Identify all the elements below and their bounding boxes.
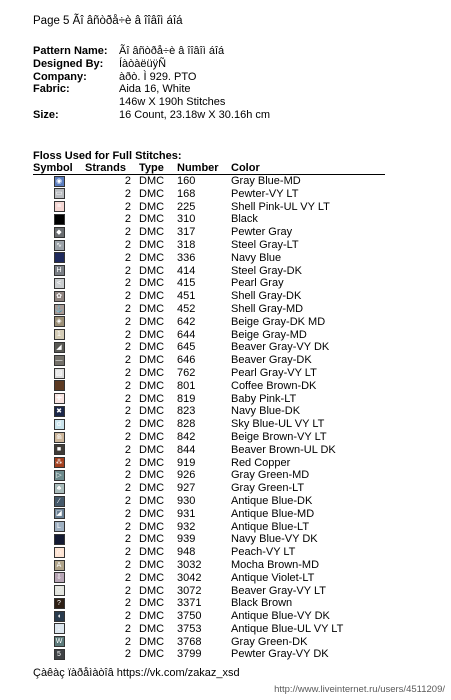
table-row — [33, 239, 385, 252]
floss-symbol-icon: ♣ — [54, 483, 65, 494]
floss-symbol-icon: ∕ — [54, 496, 65, 507]
symbol-cell — [33, 457, 85, 470]
type-cell: DMC — [139, 290, 165, 303]
meta-label: Size: — [33, 108, 59, 121]
type-cell: DMC — [139, 635, 165, 648]
floss-symbol-icon: ∿ — [54, 240, 65, 251]
symbol-cell — [33, 341, 85, 354]
symbol-cell — [33, 239, 85, 252]
number-cell: 3799 — [177, 648, 202, 661]
symbol-cell — [33, 393, 85, 406]
number-cell: 842 — [177, 430, 196, 443]
table-row — [33, 201, 385, 214]
color-name-cell: Navy Blue-VY DK — [231, 533, 318, 546]
type-cell: DMC — [139, 584, 165, 597]
meta-label: Company: — [33, 70, 87, 83]
symbol-cell — [33, 495, 85, 508]
symbol-cell — [33, 623, 85, 636]
number-cell: 3072 — [177, 584, 202, 597]
number-cell: 225 — [177, 200, 196, 213]
number-cell: 932 — [177, 520, 196, 533]
symbol-cell — [33, 431, 85, 444]
floss-symbol-icon: H — [54, 265, 65, 276]
type-cell: DMC — [139, 533, 165, 546]
color-name-cell: Beaver Gray-VY LT — [231, 584, 326, 597]
symbol-cell — [33, 367, 85, 380]
color-name-cell: Shell Pink-UL VY LT — [231, 200, 330, 213]
column-header-strands: Strands — [85, 162, 139, 175]
size-row — [33, 109, 270, 122]
symbol-cell — [33, 610, 85, 623]
color-name-cell: Beige Gray-DK MD — [231, 315, 326, 328]
floss-symbol-icon: 5 — [54, 649, 65, 660]
strands-cell: 2 — [124, 290, 131, 303]
color-name-cell: Antique Blue-LT — [231, 520, 310, 533]
number-cell: 844 — [177, 443, 196, 456]
type-cell: DMC — [139, 456, 165, 469]
type-cell: DMC — [139, 482, 165, 495]
floss-symbol-icon — [54, 534, 65, 545]
number-cell: 3042 — [177, 571, 202, 584]
floss-symbol-icon: ⇩ — [54, 572, 65, 583]
type-cell: DMC — [139, 507, 165, 520]
number-cell: 317 — [177, 226, 196, 239]
color-name-cell: Steel Gray-DK — [231, 264, 302, 277]
column-header-number: Number — [177, 162, 231, 175]
type-cell: DMC — [139, 610, 165, 623]
strands-cell: 2 — [124, 175, 131, 187]
floss-symbol-icon: ▨ — [54, 368, 65, 379]
strands-cell: 2 — [124, 520, 131, 533]
type-cell: DMC — [139, 418, 165, 431]
strands-cell: 2 — [124, 302, 131, 315]
number-cell: 939 — [177, 533, 196, 546]
table-row — [33, 572, 385, 585]
table-row — [33, 316, 385, 329]
type-cell: DMC — [139, 302, 165, 315]
table-row — [33, 393, 385, 406]
color-name-cell: Coffee Brown-DK — [231, 379, 317, 392]
floss-table — [33, 162, 385, 661]
floss-symbol-icon: ? — [54, 598, 65, 609]
table-row — [33, 341, 385, 354]
meta-value: Ãî âñòðå÷è â îîâîì áîá — [119, 45, 225, 57]
floss-symbol-icon: ◉ — [54, 176, 65, 187]
number-cell: 168 — [177, 187, 196, 200]
table-row — [33, 252, 385, 265]
color-name-cell: Gray Green-LT — [231, 482, 305, 495]
symbol-cell — [33, 418, 85, 431]
floss-symbol-icon: ✚ — [54, 393, 65, 404]
strands-cell: 2 — [124, 571, 131, 584]
table-row — [33, 444, 385, 457]
strands-cell: 2 — [124, 315, 131, 328]
fabric-row — [33, 83, 270, 96]
table-row — [33, 597, 385, 610]
symbol-cell — [33, 354, 85, 367]
color-name-cell: Baby Pink-LT — [231, 392, 297, 405]
floss-symbol-icon: W — [54, 636, 65, 647]
symbol-cell — [33, 469, 85, 482]
number-cell: 930 — [177, 494, 196, 507]
strands-cell: 2 — [124, 392, 131, 405]
watermark: http://www.liveinternet.ru/users/4511209/ — [274, 684, 445, 695]
number-cell: 828 — [177, 418, 196, 431]
table-row — [33, 213, 385, 226]
type-cell: DMC — [139, 226, 165, 239]
strands-cell: 2 — [124, 635, 131, 648]
column-header-type: Type — [139, 162, 177, 175]
color-name-cell: Pewter-VY LT — [231, 187, 299, 200]
floss-symbol-icon — [54, 252, 65, 263]
meta-value: àðò. Ì 929. PTO — [119, 70, 197, 83]
number-cell: 819 — [177, 392, 196, 405]
pattern-name-row — [33, 45, 270, 58]
table-row — [33, 482, 385, 495]
stitches-row — [33, 96, 270, 109]
number-cell: 646 — [177, 354, 196, 367]
color-name-cell: Pewter Gray-VY DK — [231, 648, 329, 661]
symbol-cell — [33, 559, 85, 572]
floss-symbol-icon: A — [54, 560, 65, 571]
table-row — [33, 521, 385, 534]
symbol-cell — [33, 533, 85, 546]
type-cell: DMC — [139, 622, 165, 635]
symbol-cell — [33, 405, 85, 418]
color-name-cell: Antique Blue-VY DK — [231, 610, 330, 623]
number-cell: 801 — [177, 379, 196, 392]
table-row — [33, 405, 385, 418]
symbol-cell — [33, 290, 85, 303]
floss-symbol-icon: < — [54, 278, 65, 289]
color-name-cell: Gray Blue-MD — [231, 175, 301, 187]
strands-cell: 2 — [124, 418, 131, 431]
type-cell: DMC — [139, 558, 165, 571]
strands-cell: 2 — [124, 213, 131, 226]
color-name-cell: Mocha Brown-MD — [231, 558, 320, 571]
number-cell: 919 — [177, 456, 196, 469]
type-cell: DMC — [139, 520, 165, 533]
type-cell: DMC — [139, 315, 165, 328]
number-cell: 415 — [177, 277, 196, 290]
symbol-cell — [33, 482, 85, 495]
symbol-cell — [33, 175, 85, 188]
color-name-cell: Navy Blue — [231, 251, 282, 264]
floss-symbol-icon: ≡ — [54, 201, 65, 212]
color-name-cell: Pewter Gray — [231, 226, 293, 239]
floss-symbol-icon: ◖ — [54, 611, 65, 622]
table-row — [33, 495, 385, 508]
color-name-cell: Beige Brown-VY LT — [231, 430, 327, 443]
color-name-cell: Pearl Gray-VY LT — [231, 366, 317, 379]
floss-symbol-icon: ◪ — [54, 508, 65, 519]
strands-cell: 2 — [124, 366, 131, 379]
column-header-symbol: Symbol — [33, 162, 85, 175]
table-row — [33, 469, 385, 482]
strands-cell: 2 — [124, 443, 131, 456]
meta-value: ÍàòàëüÿÑ — [119, 57, 167, 70]
number-cell: 3753 — [177, 622, 202, 635]
footer-note: Çàêàç ïàðåìàòîâ https://vk.com/zakaz_xsd — [33, 667, 240, 679]
symbol-cell — [33, 303, 85, 316]
floss-symbol-icon: ◈ — [54, 316, 65, 327]
type-cell: DMC — [139, 571, 165, 584]
number-cell: 931 — [177, 507, 196, 520]
symbol-cell — [33, 444, 85, 457]
table-row — [33, 367, 385, 380]
strands-cell: 2 — [124, 648, 131, 661]
color-name-cell: Beige Gray-MD — [231, 328, 307, 341]
meta-label: Pattern Name: — [33, 45, 108, 57]
type-cell: DMC — [139, 354, 165, 367]
floss-symbol-icon: 1 — [54, 329, 65, 340]
strands-cell: 2 — [124, 546, 131, 559]
table-row — [33, 329, 385, 342]
color-name-cell: Pearl Gray — [231, 277, 284, 290]
color-name-cell: Gray Green-MD — [231, 469, 310, 482]
color-name-cell: Red Copper — [231, 456, 291, 469]
floss-symbol-icon — [54, 380, 65, 391]
strands-cell: 2 — [124, 354, 131, 367]
table-row — [33, 508, 385, 521]
type-cell: DMC — [139, 238, 165, 251]
color-name-cell: Antique Blue-UL VY LT — [231, 622, 344, 635]
strands-cell: 2 — [124, 430, 131, 443]
type-cell: DMC — [139, 264, 165, 277]
number-cell: 3032 — [177, 558, 202, 571]
color-name-cell: Antique Blue-MD — [231, 507, 315, 520]
strands-cell: 2 — [124, 456, 131, 469]
floss-symbol-icon: ◆ — [54, 227, 65, 238]
table-row — [33, 559, 385, 572]
strands-cell: 2 — [124, 405, 131, 418]
number-cell: 451 — [177, 290, 196, 303]
type-cell: DMC — [139, 366, 165, 379]
number-cell: 452 — [177, 302, 196, 315]
symbol-cell — [33, 585, 85, 598]
type-cell: DMC — [139, 430, 165, 443]
strands-cell: 2 — [124, 494, 131, 507]
floss-symbol-icon: ↓ — [54, 623, 65, 634]
meta-value: 146w X 190h Stitches — [119, 96, 226, 109]
floss-symbol-icon: ⁂ — [55, 459, 63, 467]
section-title: Floss Used for Full Stitches: — [33, 150, 182, 162]
strands-cell: 2 — [124, 507, 131, 520]
meta-label: Designed By: — [33, 57, 104, 70]
type-cell: DMC — [139, 251, 165, 264]
floss-symbol-icon: — — [55, 356, 63, 364]
table-row — [33, 457, 385, 470]
symbol-cell — [33, 316, 85, 329]
floss-symbol-icon: ♡ — [54, 585, 65, 596]
strands-cell: 2 — [124, 597, 131, 610]
strands-cell: 2 — [124, 187, 131, 200]
table-row — [33, 226, 385, 239]
color-name-cell: Beaver Gray-DK — [231, 354, 312, 367]
strands-cell: 2 — [124, 610, 131, 623]
table-row — [33, 636, 385, 649]
number-cell: 823 — [177, 405, 196, 418]
table-header-row — [33, 162, 385, 175]
color-name-cell: Black — [231, 213, 258, 226]
color-name-cell: Beaver Brown-UL DK — [231, 443, 336, 456]
number-cell: 926 — [177, 469, 196, 482]
number-cell: 644 — [177, 328, 196, 341]
color-name-cell: Beaver Gray-VY DK — [231, 341, 330, 354]
table-row — [33, 418, 385, 431]
page-header: Page 5 Ãî âñòðå÷è â îîâîì áîá — [33, 15, 183, 27]
strands-cell: 2 — [124, 533, 131, 546]
strands-cell: 2 — [124, 328, 131, 341]
table-row — [33, 188, 385, 201]
type-cell: DMC — [139, 648, 165, 661]
symbol-cell — [33, 597, 85, 610]
type-cell: DMC — [139, 328, 165, 341]
color-name-cell: Shell Gray-MD — [231, 302, 304, 315]
color-name-cell: Steel Gray-LT — [231, 238, 299, 251]
type-cell: DMC — [139, 443, 165, 456]
strands-cell: 2 — [124, 622, 131, 635]
symbol-cell — [33, 201, 85, 214]
symbol-cell — [33, 572, 85, 585]
number-cell: 645 — [177, 341, 196, 354]
meta-value: Aida 16, White — [119, 83, 191, 96]
table-row — [33, 175, 385, 188]
strands-cell: 2 — [124, 584, 131, 597]
number-cell: 3768 — [177, 635, 202, 648]
floss-symbol-icon: ✖ — [54, 406, 65, 417]
type-cell: DMC — [139, 392, 165, 405]
table-row — [33, 648, 385, 661]
floss-symbol-icon: ✿ — [54, 291, 65, 302]
strands-cell: 2 — [124, 251, 131, 264]
number-cell: 927 — [177, 482, 196, 495]
symbol-cell — [33, 252, 85, 265]
table-row — [33, 431, 385, 444]
table-row — [33, 303, 385, 316]
number-cell: 642 — [177, 315, 196, 328]
symbol-cell — [33, 508, 85, 521]
type-cell: DMC — [139, 379, 165, 392]
number-cell: 318 — [177, 238, 196, 251]
color-name-cell: Antique Violet-LT — [231, 571, 315, 584]
number-cell: 336 — [177, 251, 196, 264]
table-row — [33, 533, 385, 546]
type-cell: DMC — [139, 277, 165, 290]
number-cell: 310 — [177, 213, 196, 226]
type-cell: DMC — [139, 187, 165, 200]
table-row — [33, 265, 385, 278]
floss-symbol-icon: ■ — [54, 444, 65, 455]
number-cell: 3750 — [177, 610, 202, 623]
pattern-info — [33, 45, 270, 122]
floss-symbol-icon: ▷ — [54, 470, 65, 481]
symbol-cell — [33, 226, 85, 239]
designer-row — [33, 58, 270, 71]
floss-symbol-icon: d — [54, 419, 65, 430]
table-row — [33, 546, 385, 559]
strands-cell: 2 — [124, 379, 131, 392]
meta-label — [33, 96, 119, 109]
strands-cell: 2 — [124, 238, 131, 251]
floss-symbol-icon: ◢ — [54, 342, 65, 353]
color-name-cell: Sky Blue-UL VY LT — [231, 418, 325, 431]
type-cell: DMC — [139, 405, 165, 418]
table-row — [33, 354, 385, 367]
number-cell: 160 — [177, 175, 196, 187]
symbol-cell — [33, 521, 85, 534]
meta-label: Fabric: — [33, 83, 70, 96]
strands-cell: 2 — [124, 341, 131, 354]
number-cell: 3371 — [177, 597, 202, 610]
strands-cell: 2 — [124, 226, 131, 239]
strands-cell: 2 — [124, 200, 131, 213]
meta-value: 16 Count, 23.18w X 30.16h cm — [119, 108, 271, 121]
floss-symbol-icon — [54, 214, 65, 225]
type-cell: DMC — [139, 546, 165, 559]
color-name-cell: Gray Green-DK — [231, 635, 308, 648]
floss-symbol-icon: ▭ — [54, 188, 65, 199]
type-cell: DMC — [139, 494, 165, 507]
type-cell: DMC — [139, 200, 165, 213]
table-row — [33, 380, 385, 393]
number-cell: 762 — [177, 366, 196, 379]
color-name-cell: Peach-VY LT — [231, 546, 296, 559]
type-cell: DMC — [139, 213, 165, 226]
color-name-cell: Navy Blue-DK — [231, 405, 301, 418]
strands-cell: 2 — [124, 482, 131, 495]
strands-cell: 2 — [124, 469, 131, 482]
type-cell: DMC — [139, 175, 165, 187]
table-row — [33, 610, 385, 623]
table-row — [33, 585, 385, 598]
symbol-cell — [33, 648, 85, 661]
symbol-cell — [33, 329, 85, 342]
type-cell: DMC — [139, 597, 165, 610]
symbol-cell — [33, 380, 85, 393]
floss-table-body — [33, 175, 385, 662]
floss-symbol-icon: ⋒ — [54, 432, 65, 443]
number-cell: 414 — [177, 264, 196, 277]
floss-symbol-icon: ⚓ — [54, 305, 64, 313]
floss-symbol-icon: ∩ — [54, 547, 65, 558]
symbol-cell — [33, 636, 85, 649]
color-name-cell: Black Brown — [231, 597, 293, 610]
type-cell: DMC — [139, 341, 165, 354]
type-cell: DMC — [139, 469, 165, 482]
color-name-cell: Antique Blue-DK — [231, 494, 313, 507]
floss-symbol-icon: L — [54, 521, 65, 532]
symbol-cell — [33, 546, 85, 559]
column-header-color: Color — [231, 162, 385, 175]
strands-cell: 2 — [124, 264, 131, 277]
symbol-cell — [33, 188, 85, 201]
symbol-cell — [33, 277, 85, 290]
color-name-cell: Shell Gray-DK — [231, 290, 302, 303]
table-row — [33, 623, 385, 636]
symbol-cell — [33, 213, 85, 226]
strands-cell: 2 — [124, 558, 131, 571]
table-row — [33, 290, 385, 303]
number-cell: 948 — [177, 546, 196, 559]
table-row — [33, 277, 385, 290]
company-row — [33, 71, 270, 84]
strands-cell: 2 — [124, 277, 131, 290]
symbol-cell — [33, 265, 85, 278]
